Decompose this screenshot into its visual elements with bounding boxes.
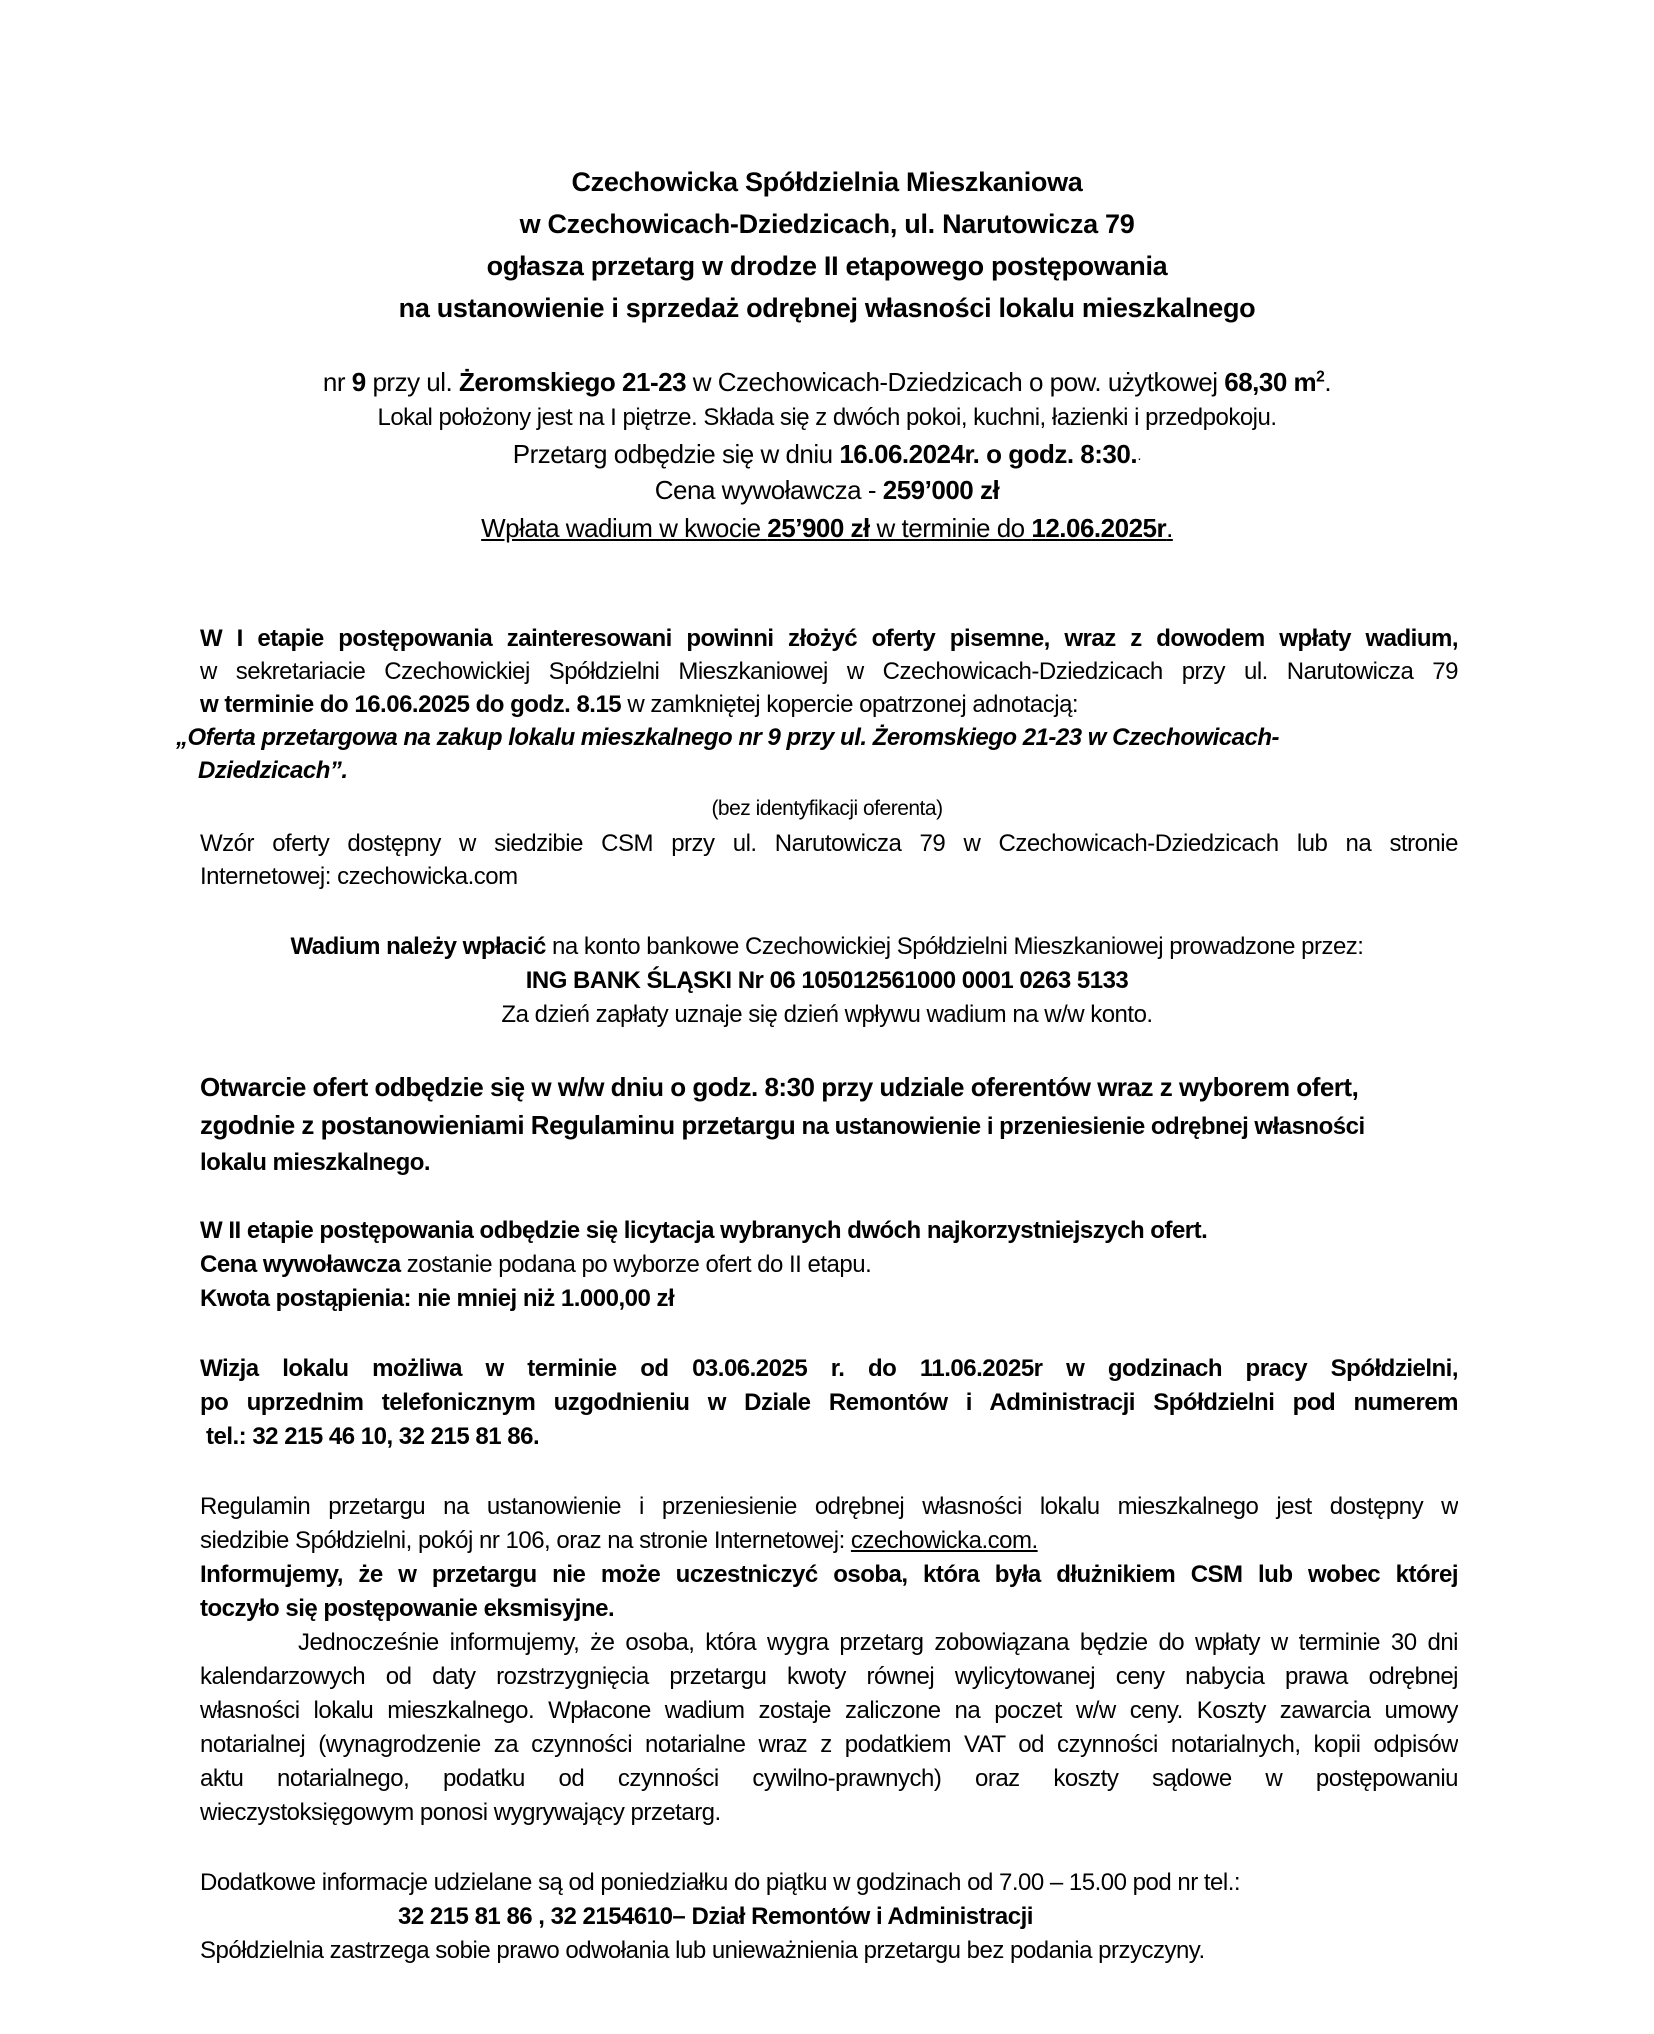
kontakt-line-1: Dodatkowe informacje udzielane są od poniedziałku do piątku w godzinach od 7.00 – 15.00 pod nr tel.: — [200, 1869, 1241, 1896]
wadium-line: Wpłata wadium w kwocie 25’900 zł w terminie do 12.06.2025r. — [481, 513, 1173, 543]
otwarcie-line-3: lokalu mieszkalnego. — [200, 1149, 431, 1176]
etap1-bez-identyfikacji: (bez identyfikacji oferenta) — [711, 797, 943, 820]
header-line-3: ogłasza przetarg w drodze II etapowego postępowania — [486, 251, 1168, 281]
regulamin-line-2: siedzibie Spółdzielni, pokój nr 106, oraz na stronie Internetowej: czechowicka.com. — [200, 1527, 1038, 1554]
etap1-line-3: w terminie do 16.06.2025 do godz. 8.15 w zamkniętej kopercie opatrzonej adnotacją: — [200, 691, 1079, 718]
etap1-line-2: w sekretariacie Czechowickiej Spółdzielni Mieszkaniowej w Czechowicach-Dziedzicach przy ul. Narutowicza 79 — [200, 658, 1458, 685]
etap1-strona: Internetowej: czechowicka.com — [200, 863, 518, 890]
otwarcie-line-2: zgodnie z postanowieniami Regulaminu przetargu na ustanowienie i przeniesienie odrębnej własności — [200, 1110, 1365, 1140]
informacje-line-2: kalendarzowych od daty rozstrzygnięcia przetargu kwoty równej wylicytowanej ceny nabycia prawa odrębnej — [200, 1663, 1458, 1690]
informacje-line-5: aktu notarialnego, podatku od czynności cywilno-prawnych) oraz koszty sądowe w postępowaniu — [200, 1765, 1458, 1792]
konto-numer: ING BANK ŚLĄSKI Nr 06 105012561000 0001 0263 5133 — [525, 967, 1129, 994]
header-line-4: na ustanowienie i sprzedaż odrębnej własności lokalu mieszkalnego — [398, 293, 1256, 323]
wizja-line-1: Wizja lokalu możliwa w terminie od 03.06.2025 r. do 11.06.2025r w godzinach pracy Spółdzielni, — [200, 1355, 1458, 1382]
otwarcie-line-1: Otwarcie ofert odbędzie się w w/w dniu o godz. 8:30 przy udziale oferentów wraz z wyborem ofert, — [200, 1072, 1359, 1102]
lokal-opis: Lokal położony jest na I piętrze. Składa się z dwóch pokoi, kuchni, łazienki i przedpokoju. — [377, 404, 1277, 431]
cena-wywolawcza: Cena wywoławcza - 259’000 zł — [654, 475, 1000, 505]
etap1-adnotacja-1: „Oferta przetargowa na zakup lokalu mieszkalnego nr 9 przy ul. Żeromskiego 21-23 w Czechowicach- — [176, 724, 1280, 751]
etap1-wzor-oferty: Wzór oferty dostępny w siedzibie CSM przy ul. Narutowicza 79 w Czechowicach-Dziedzicach lub na stronie — [200, 830, 1458, 857]
informacje-line-6: wieczystoksięgowym ponosi wygrywający przetarg. — [200, 1799, 721, 1826]
kontakt-telefony: 32 215 81 86 , 32 2154610– Dział Remontów i Administracji — [398, 1903, 1033, 1930]
etap2-line-1: W II etapie postępowania odbędzie się licytacja wybranych dwóch najkorzystniejszych ofert. — [200, 1217, 1208, 1244]
header-line-1: Czechowicka Spółdzielnia Mieszkaniowa — [571, 167, 1083, 197]
przetarg-termin: Przetarg odbędzie się w dniu 16.06.2024r. o godz. 8:30.· — [512, 439, 1142, 469]
wizja-line-2: po uprzednim telefonicznym uzgodnieniu w Dziale Remontów i Administracji Spółdzielni pod numerem — [200, 1389, 1458, 1416]
konto-line-3: Za dzień zapłaty uznaje się dzień wpływu wadium na w/w konto. — [501, 1001, 1153, 1028]
regulamin-line-1: Regulamin przetargu na ustanowienie i przeniesienie odrębnej własności lokalu mieszkalnego jest dostępny w — [200, 1493, 1458, 1520]
informacje-line-3: własności lokalu mieszkalnego. Wpłacone wadium zostaje zaliczone na poczet w/w ceny. Koszty zawarcia umowy — [200, 1697, 1458, 1724]
regulamin-line-4: toczyło się postępowanie eksmisyjne. — [200, 1595, 615, 1622]
etap1-adnotacja-2: Dziedzicach”. — [198, 757, 348, 784]
kontakt-zastrzezenie: Spółdzielnia zastrzega sobie prawo odwołania lub unieważnienia przetargu bez podania przyczyny. — [200, 1937, 1205, 1964]
etap2-kwota-postapienia: Kwota postąpienia: nie mniej niż 1.000,00 zł — [200, 1285, 675, 1312]
czechowicka-link[interactable]: czechowicka.com. — [850, 1527, 1038, 1554]
lokal-line: nr 9 przy ul. Żeromskiego 21-23 w Czechowicach-Dziedzicach o pow. użytkowej 68,30 $m^2$. — [322, 367, 1332, 397]
etap2-line-2: Cena wywoławcza zostanie podana po wyborze ofert do II etapu. — [200, 1251, 872, 1278]
regulamin-line-3: Informujemy, że w przetargu nie może uczestniczyć osoba, która była dłużnikiem CSM lub wobec której — [200, 1561, 1458, 1588]
konto-line-1: Wadium należy wpłacić na konto bankowe Czechowickiej Spółdzielni Mieszkaniowej prowadzone przez: — [290, 933, 1364, 960]
informacje-line-1: Jednocześnie informujemy, że osoba, która wygra przetarg zobowiązana będzie do wpłaty w terminie 30 dni — [298, 1629, 1458, 1656]
wizja-telefon: tel.: 32 215 46 10, 32 215 81 86. — [206, 1423, 540, 1450]
header-line-2: w Czechowicach-Dziedzicach, ul. Narutowicza 79 — [519, 209, 1135, 239]
etap1-line-1: W I etapie postępowania zainteresowani powinni złożyć oferty pisemne, wraz z dowodem wpłaty wadium, — [200, 625, 1458, 652]
informacje-line-4: notarialnej (wynagrodzenie za czynności notarialne wraz z podatkiem VAT od czynności notarialnych, kopii odpisów — [200, 1731, 1458, 1758]
